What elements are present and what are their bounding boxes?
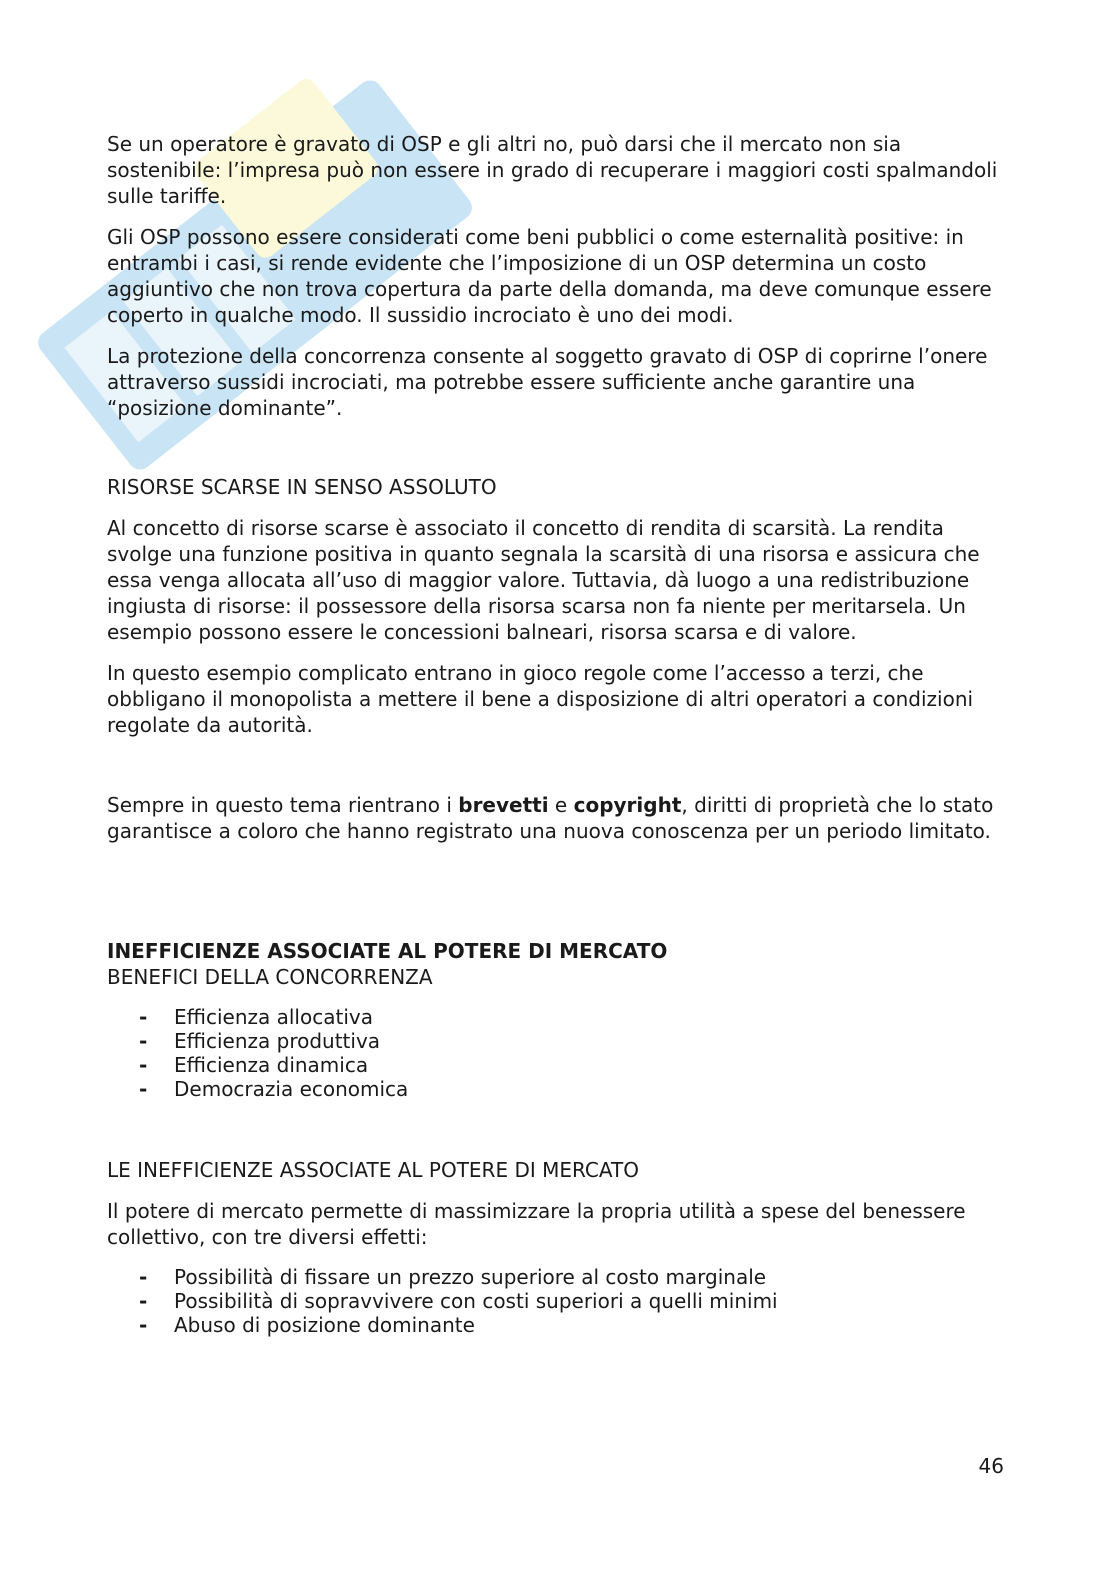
- paragraph-osp-sostenibilita: Se un operatore è gravato di OSP e gli altri no, può darsi che il mercato non sia sostenibile: l’impresa può non essere in grado di recuperare i maggiori costi spalmandoli sulle tariffe.: [107, 132, 998, 208]
- list-dash: -: [139, 1265, 148, 1289]
- paragraph-osp-beni-pubblici: Gli OSP possono essere considerati come beni pubblici o come esternalità positive: in entrambi i casi, si rende evidente che l’imposizione di un OSP determina un costo aggiuntivo che non trova copertura da parte della domanda, ma deve comunque essere coperto in qualche modo. Il sussidio incrociato è uno dei modi.: [107, 225, 992, 327]
- benefici-list: [107, 1005, 1007, 1101]
- list-dash: -: [139, 1053, 148, 1077]
- list-dash: -: [139, 1313, 148, 1337]
- brevetti-text-middle: e: [548, 793, 574, 817]
- page-number: 46: [978, 1454, 1004, 1478]
- list-dash: -: [139, 1077, 148, 1101]
- list-item: [107, 1313, 1007, 1337]
- list-item-text: Efficienza allocativa: [174, 1005, 373, 1029]
- paragraph-accesso-terzi: In questo esempio complicato entrano in gioco regole come l’accesso a terzi, che obbligano il monopolista a mettere il bene a disposizione di altri operatori a condizioni regolate da autorità.: [107, 661, 974, 737]
- document-body: [107, 131, 1007, 1337]
- list-item: [107, 1289, 1007, 1313]
- heading-inefficienze-potere-mercato: INEFFICIENZE ASSOCIATE AL POTERE DI MERCATO: [107, 939, 668, 963]
- section-title-inefficienze: LE INEFFICIENZE ASSOCIATE AL POTERE DI MERCATO: [107, 1158, 639, 1182]
- list-item-text: Efficienza dinamica: [174, 1053, 369, 1077]
- list-dash: -: [139, 1289, 148, 1313]
- list-dash: -: [139, 1029, 148, 1053]
- section-title-risorse-scarse: RISORSE SCARSE IN SENSO ASSOLUTO: [107, 475, 497, 499]
- brevetti-text-after: , diritti di proprietà che lo stato garantisce a coloro che hanno registrato una nuova conoscenza per un periodo limitato.: [107, 793, 994, 843]
- list-item: [107, 1029, 1007, 1053]
- brevetti-text-before: Sempre in questo tema rientrano i: [107, 793, 459, 817]
- list-item: [107, 1053, 1007, 1077]
- list-item-text: Possibilità di fissare un prezzo superiore al costo marginale: [174, 1265, 767, 1289]
- paragraph-brevetti-copyright: [107, 792, 1007, 844]
- list-item: [107, 1265, 1007, 1289]
- list-dash: -: [139, 1005, 148, 1029]
- list-item: [107, 1077, 1007, 1101]
- copyright-bold: copyright: [573, 793, 682, 817]
- list-item-text: Possibilità di sopravvivere con costi superiori a quelli minimi: [174, 1289, 778, 1313]
- brevetti-bold: brevetti: [458, 793, 549, 817]
- list-item-text: Efficienza produttiva: [174, 1029, 381, 1053]
- section-title-benefici-concorrenza: BENEFICI DELLA CONCORRENZA: [107, 965, 433, 989]
- paragraph-potere-mercato: Il potere di mercato permette di massimizzare la propria utilità a spese del benessere collettivo, con tre diversi effetti:: [107, 1199, 966, 1249]
- paragraph-rendita-scarsita: Al concetto di risorse scarse è associato il concetto di rendita di scarsità. La rendita svolge una funzione positiva in quanto segnala la scarsità di una risorsa e assicura che essa venga allocata all’uso di maggior valore. Tuttavia, dà luogo a una redistribuzione ingiusta di risorse: il possessore della risorsa scarsa non fa niente per meritarsela. Un esempio possono essere le concessioni balneari, risorsa scarsa e di valore.: [107, 516, 980, 644]
- list-item-text: Democrazia economica: [174, 1077, 409, 1101]
- list-item-text: Abuso di posizione dominante: [174, 1313, 475, 1337]
- paragraph-protezione-concorrenza: La protezione della concorrenza consente al soggetto gravato di OSP di coprirne l’onere attraverso sussidi incrociati, ma potrebbe essere sufficiente anche garantire una “posizione dominante”.: [107, 344, 988, 420]
- effetti-list: [107, 1265, 1007, 1337]
- list-item: [107, 1005, 1007, 1029]
